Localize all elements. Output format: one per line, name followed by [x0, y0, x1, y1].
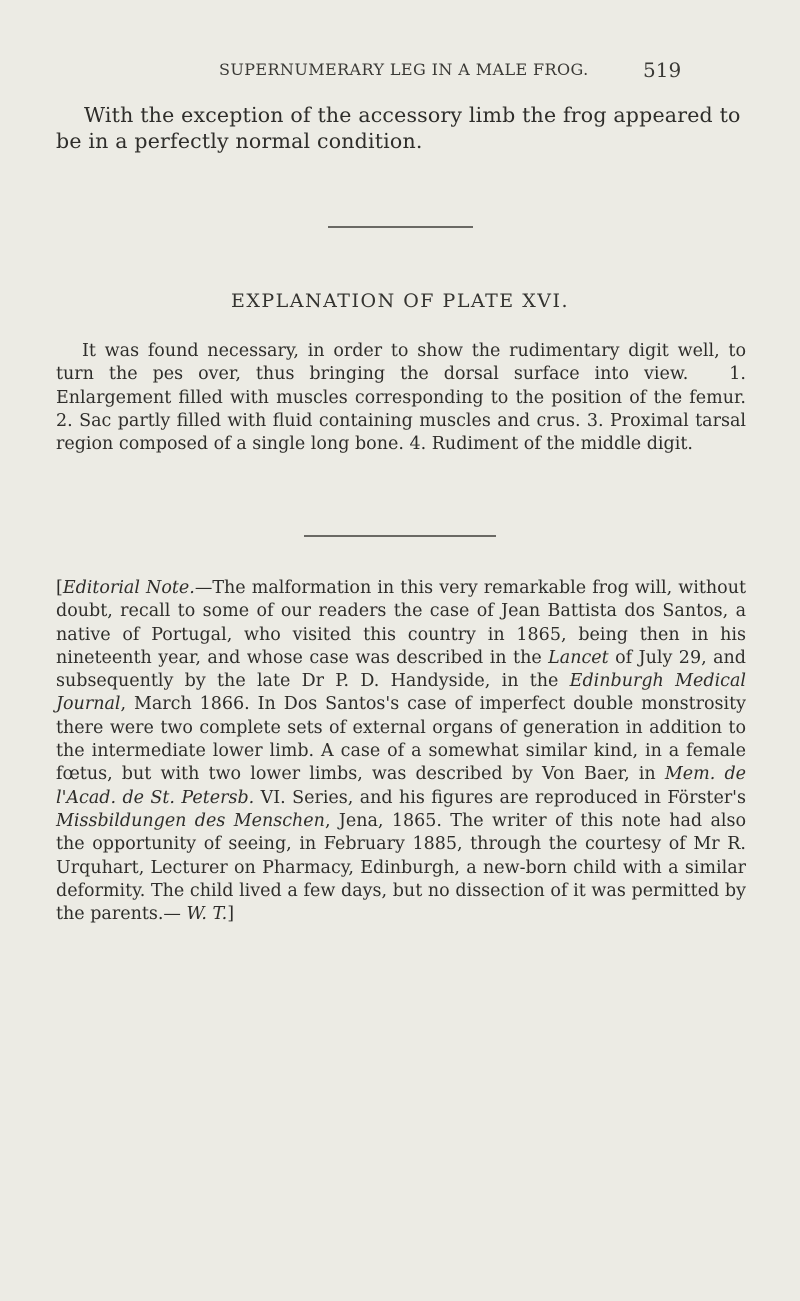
section-divider: [304, 535, 496, 537]
plate-explanation: [56, 340, 746, 456]
section-divider: [328, 226, 473, 228]
journal-title: Missbildungen des Menschen: [56, 810, 325, 831]
signature: W. T.: [186, 904, 228, 925]
journal-title: Mem. de l'Acad. de St. Petersb.: [56, 764, 747, 808]
page-number: 519: [643, 58, 682, 82]
explanation-line: the femur. 2. Sac partly filled with fluid containing muscles and: [56, 387, 746, 431]
editorial-text: , March 1866. In Dos Santos's case of imperfect double monstrosity there were two complete sets of external organs of generation in addition to the intermediate lower limb. A case of a somewhat similar kind, in a female fœtus, but with two lower limbs, was described by Von Baer, in: [56, 694, 746, 785]
explanation-line: It was found necessary, in order to show the rudimentary digit: [82, 341, 669, 361]
editorial-text: VI. Series, and his figures are reproduced in Förster's: [254, 787, 746, 808]
editorial-text: —The malformation in this very remarkable frog will, without doubt, recall to some of our readers the case of Jean Battista dos Santos, a native of Portugal, who visited this country in 1865, being then in his nineteenth year, and whose case was described in the: [56, 578, 747, 668]
journal-title: Edinburgh Medical Journal: [56, 671, 746, 715]
editorial-text: , Jena, 1865. The writer of this note had also the opportunity of seeing, in February 1885, through the courtesy of Mr R. Urquhart, Lecturer on Pharmacy, Edinburgh, a new-born child with a similar deformity. The child lived a few days, but no dissection of it was permitted by the parents.—: [56, 810, 746, 925]
journal-title: Lancet: [548, 647, 609, 668]
editorial-label: Editorial Note.: [62, 578, 195, 598]
running-head: [0, 58, 800, 88]
editorial-note: [56, 577, 746, 926]
running-title: SUPERNUMERARY LEG IN A MALE FROG.: [219, 60, 589, 79]
explanation-line: 4. Rudiment of the middle digit.: [409, 434, 693, 455]
open-bracket: [: [56, 578, 63, 598]
explanation-line: well, to turn the pes over, thus bringing the dorsal surface into view.: [56, 341, 746, 385]
plate-heading: EXPLANATION OF PLATE XVI.: [230, 290, 569, 312]
explanation-line: crus. 3. Proximal tarsal region composed of a single long bone.: [56, 410, 746, 455]
intro-paragraph: With the exception of the accessory limb the frog appeared to be in a perfectly normal condition.: [56, 103, 741, 153]
close-bracket: ]: [227, 904, 235, 925]
editorial-text: of July 29, and subsequently by the late Dr P. D. Handyside, in the: [56, 647, 746, 692]
explanation-line: 1. Enlargement filled with muscles corresponding to the position of: [56, 364, 746, 408]
